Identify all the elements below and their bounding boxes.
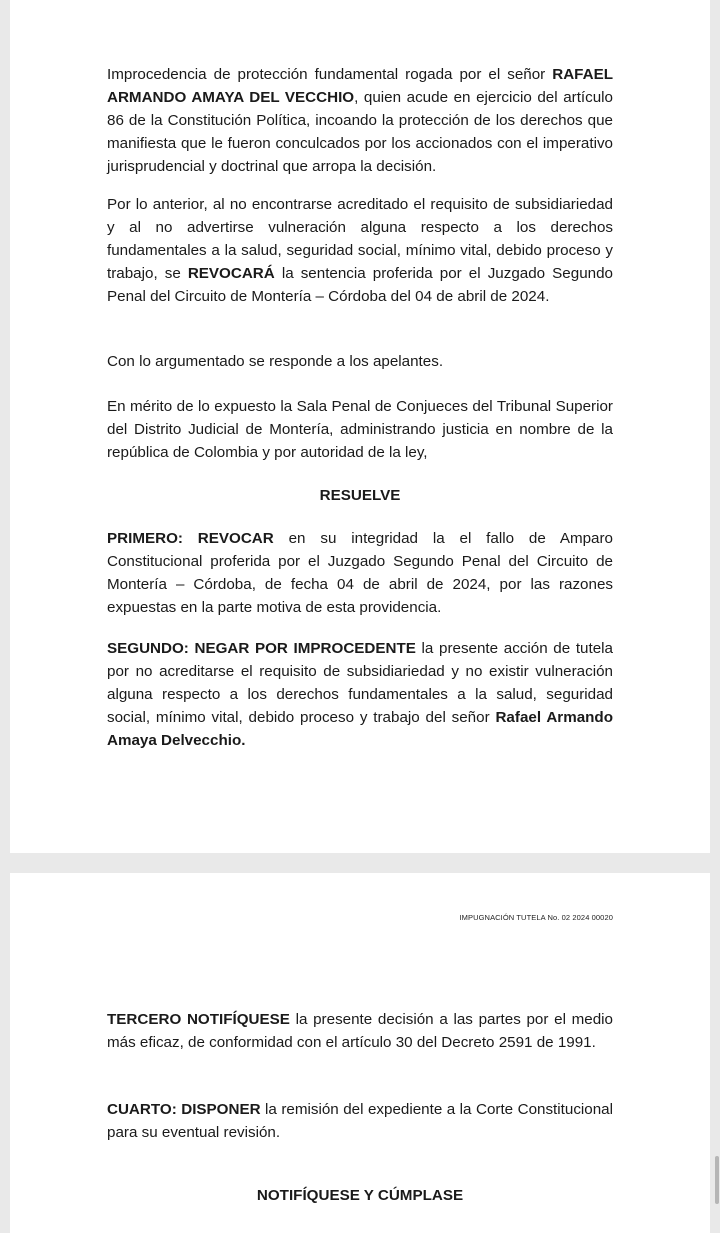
paragraph-tercero: TERCERO NOTIFÍQUESE la presente decisión a las partes por el medio más eficaz, de conformidad con el artículo 30 del Decreto 2591 de 1991. [107,1011,613,1051]
document-page-2 [10,873,710,1233]
paragraph-primero: PRIMERO: REVOCAR en su integridad la el fallo de Amparo Constitucional proferida por el Juzgado Segundo Penal del Circuito de Montería – Córdoba, de fecha 04 de abril de 2024, por las razones expuestas en la parte motiva de esta providencia. [107,530,613,616]
paragraph-argumentado: Con lo argumentado se responde a los apelantes. [107,353,444,370]
document-page-1 [10,0,710,853]
paragraph-segundo: SEGUNDO: NEGAR POR IMPROCEDENTE la presente acción de tutela por no acreditarse el requisito de subsidiariedad y no existir vulneración alguna respecto a los derechos fundamentales a la salud, seguridad social, mínimo vital, debido proceso y trabajo del señor Rafael Armando Amaya Delvecchio. [107,640,613,749]
paragraph-cuarto: CUARTO: DISPONER la remisión del expediente a la Corte Constitucional para su eventual revisión. [107,1101,613,1141]
heading-resuelve: RESUELVE [319,487,401,504]
closing-notifiquese: NOTIFÍQUESE Y CÚMPLASE [256,1187,464,1204]
paragraph-merito: En mérito de lo expuesto la Sala Penal de Conjueces del Tribunal Superior del Distrito Judicial de Montería, administrando justicia en nombre de la república de Colombia y por autoridad de la ley, [107,398,613,461]
scrollbar-thumb[interactable] [715,1156,719,1204]
paragraph-improcedencia: Improcedencia de protección fundamental rogada por el señor RAFAEL ARMANDO AMAYA DEL VECCHIO, quien acude en ejercicio del artículo 86 de la Constitución Política, incoando la protección de los derechos que manifiesta que le fueron conculcados por los accionados con el imperativo jurisprudencial y doctrinal que arropa la decisión. [107,66,614,175]
paragraph-por-lo-anterior: Por lo anterior, al no encontrarse acreditado el requisito de subsidiariedad y al no advertirse vulneración alguna respecto a los derechos fundamentales a la salud, seguridad social, mínimo vital, debido proceso y trabajo, se REVOCARÁ la sentencia proferida por el Juzgado Segundo Penal del Circuito de Montería – Córdoba del 04 de abril de 2024. [107,196,613,305]
case-reference-header: IMPUGNACIÓN TUTELA No. 02 2024 00020 [459,913,613,922]
